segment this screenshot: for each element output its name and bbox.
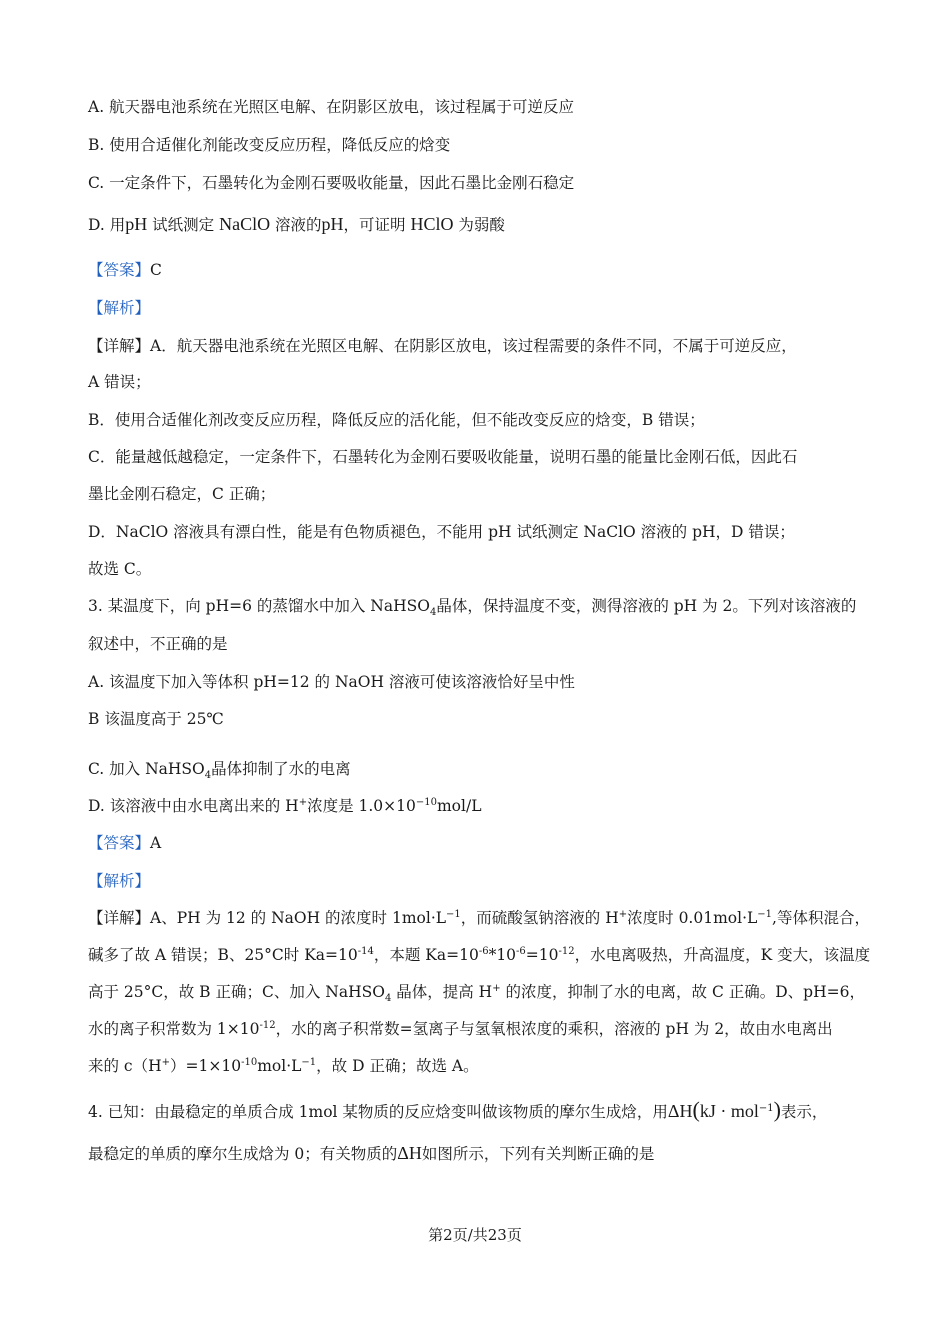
superscript: -12	[558, 945, 575, 957]
answer-value: A	[150, 834, 162, 852]
subscript: 4	[429, 607, 437, 619]
detail-text: 浓度时 0.01mol·L	[627, 909, 758, 927]
superscript: -6	[478, 945, 489, 957]
subscript: 4	[204, 770, 212, 782]
detail-text: mol·L	[257, 1057, 302, 1075]
q2-detail-3: B．使用合适催化剂改变反应历程，降低反应的活化能，但不能改变反应的焓变，B 错误；	[88, 411, 705, 429]
q2-optd-end: 为弱酸	[453, 216, 505, 234]
q2-detail-5: 墨比金刚石稳定，C 正确；	[88, 485, 276, 503]
q3-stem-1	[88, 596, 890, 619]
q2-detail-4: C．能量越低越稳定，一定条件下，石墨转化为金刚石要吸收能量，说明石墨的能量比金刚石低，因此石	[88, 448, 798, 466]
q3-option-d	[88, 796, 890, 816]
q3-detail-3	[88, 982, 890, 1005]
q2-detail-1	[88, 336, 890, 356]
q3-analysis-tag: 【解析】	[88, 872, 151, 890]
detail-text: 的浓度，抑制了水的电离，故 C 正确。D、pH=6，	[500, 983, 865, 1001]
superscript: +	[161, 1056, 171, 1068]
superscript: -10	[241, 1056, 258, 1068]
detail-text: 晶体，提高 H	[391, 983, 493, 1001]
q4-delta-h: ΔH	[667, 1101, 693, 1121]
q3-stem-text-2: 晶体，保持温度不变，测得溶液的 pH 为 2。下列对该溶液的	[436, 597, 857, 615]
q2-optd-ph1: pH	[125, 214, 148, 234]
superscript: +	[492, 982, 501, 994]
answer-tag: 【答案】	[88, 261, 151, 279]
detail-text: A．航天器电池系统在光照区电解、在阴影区放电，该过程需要的条件不同，不属于可逆反应，	[150, 337, 797, 355]
q4-paren-close: )	[773, 1097, 781, 1122]
detail-tag: 【详解】	[88, 909, 151, 927]
superscript: -14	[357, 945, 374, 957]
q3-answer	[88, 833, 890, 853]
q3-stem-2: 叙述中，不正确的是	[88, 635, 228, 653]
q2-optd-mid1: 试纸测定	[147, 216, 220, 234]
q2-optd-hclo: HClO	[410, 214, 454, 234]
q2-detail-7: 故选 C。	[88, 560, 152, 578]
q3-option-c	[88, 759, 890, 782]
q4-text-2: 表示，	[780, 1103, 828, 1121]
detail-text: ,等体积混合，	[772, 909, 870, 927]
q2-analysis-tag: 【解析】	[88, 299, 151, 317]
superscript: -6	[516, 945, 526, 957]
superscript: -12	[259, 1019, 276, 1031]
detail-text: ）=1×10	[170, 1057, 242, 1075]
q3-option-a: A. 该温度下加入等体积 pH=12 的 NaOH 溶液可使该溶液恰好呈中性	[88, 673, 575, 691]
superscript: +	[618, 908, 628, 920]
detail-text: A、PH 为 12 的 NaOH 的浓度时 1mol·L	[150, 909, 447, 927]
q3-optc-text-2: 晶体抑制了水的电离	[211, 760, 351, 778]
detail-text: ，水电离吸热，升高温度，K 变大，该温度	[574, 946, 871, 964]
answer-tag: 【答案】	[88, 834, 151, 852]
superscript: −1	[446, 908, 461, 920]
detail-text: 来的 c（H	[88, 1057, 162, 1075]
q3-detail-4	[88, 1019, 890, 1039]
q4-text: 4. 已知：由最稳定的单质合成 1mol 某物质的反应焓变叫做该物质的摩尔生成焓，用	[88, 1103, 668, 1121]
q2-optd-naclo: NaClO	[219, 214, 271, 234]
detail-tag: 【详解】	[88, 337, 151, 355]
q3-optd-text: D. 该溶液中由水电离出来的 H	[88, 797, 299, 815]
detail-text: ，本题 Ka=10	[373, 946, 479, 964]
q4-paren-open: (	[692, 1097, 700, 1122]
page-footer: 第2页/共23页	[428, 1226, 522, 1244]
q2-detail-6: D．NaClO 溶液具有漂白性，能是有色物质褪色，不能用 pH 试纸测定 NaClO 溶液的 pH，D 错误；	[88, 523, 795, 541]
q3-optc-text: C. 加入 NaHSO	[88, 760, 205, 778]
q4-text: 最稳定的单质的摩尔生成焓为 0；有关物质的	[88, 1145, 398, 1163]
q3-detail-2	[88, 945, 890, 965]
q2-optd-mid3: ，可证明	[343, 216, 411, 234]
q2-answer	[88, 260, 890, 280]
q3-option-b: B 该温度高于 25℃	[88, 710, 224, 728]
q3-optd-mid: 浓度是 1.0×10	[307, 797, 416, 815]
q3-stem-text: 3. 某温度下，向 pH=6 的蒸馏水中加入 NaHSO	[88, 597, 430, 615]
superscript: −10	[415, 796, 437, 808]
q3-detail-1	[88, 908, 890, 928]
detail-text: *10	[488, 946, 517, 964]
detail-text: ，水的离子积常数=氢离子与氢氧根浓度的乘积，溶液的 pH 为 2，故由水电离出	[275, 1020, 833, 1038]
q2-detail-2: A 错误；	[88, 373, 151, 391]
detail-text: ，而硫酸氢钠溶液的 H	[460, 909, 619, 927]
detail-text: 碱多了故 A 错误；B、25°C时 Ka=10	[88, 946, 358, 964]
subscript: 4	[384, 993, 392, 1005]
q2-option-c: C. 一定条件下，石墨转化为金刚石要吸收能量，因此石墨比金刚石稳定	[88, 174, 575, 192]
q2-optd-mid2: 溶液的	[270, 216, 322, 234]
detail-text: 水的离子积常数为 1×10	[88, 1020, 260, 1038]
q4-unit: kJ · mol	[699, 1101, 759, 1121]
detail-text: =10	[525, 946, 559, 964]
detail-text: 高于 25°C，故 B 正确；C、加入 NaHSO	[88, 983, 385, 1001]
q4-stem-1	[88, 1097, 890, 1122]
q2-optd-ph2: pH	[321, 214, 344, 234]
superscript: +	[298, 796, 308, 808]
q4-stem-2	[88, 1143, 890, 1164]
q2-option-d	[88, 214, 890, 235]
q3-detail-5	[88, 1056, 890, 1076]
superscript: −1	[301, 1056, 317, 1068]
answer-value: C	[150, 261, 162, 279]
detail-text: ，故 D 正确；故选 A。	[316, 1057, 479, 1075]
q2-option-a: A. 航天器电池系统在光照区电解、在阴影区放电，该过程属于可逆反应	[88, 98, 575, 116]
q4-text-2: 如图所示，下列有关判断正确的是	[421, 1145, 655, 1163]
q2-optd-prefix: D. 用	[88, 216, 126, 234]
q3-optd-unit: mol/L	[436, 797, 482, 815]
q4-delta-h: ΔH	[397, 1143, 422, 1163]
superscript: −1	[757, 908, 773, 920]
q2-option-b: B. 使用合适催化剂能改变反应历程，降低反应的焓变	[88, 136, 451, 154]
superscript: −1	[758, 1102, 774, 1114]
